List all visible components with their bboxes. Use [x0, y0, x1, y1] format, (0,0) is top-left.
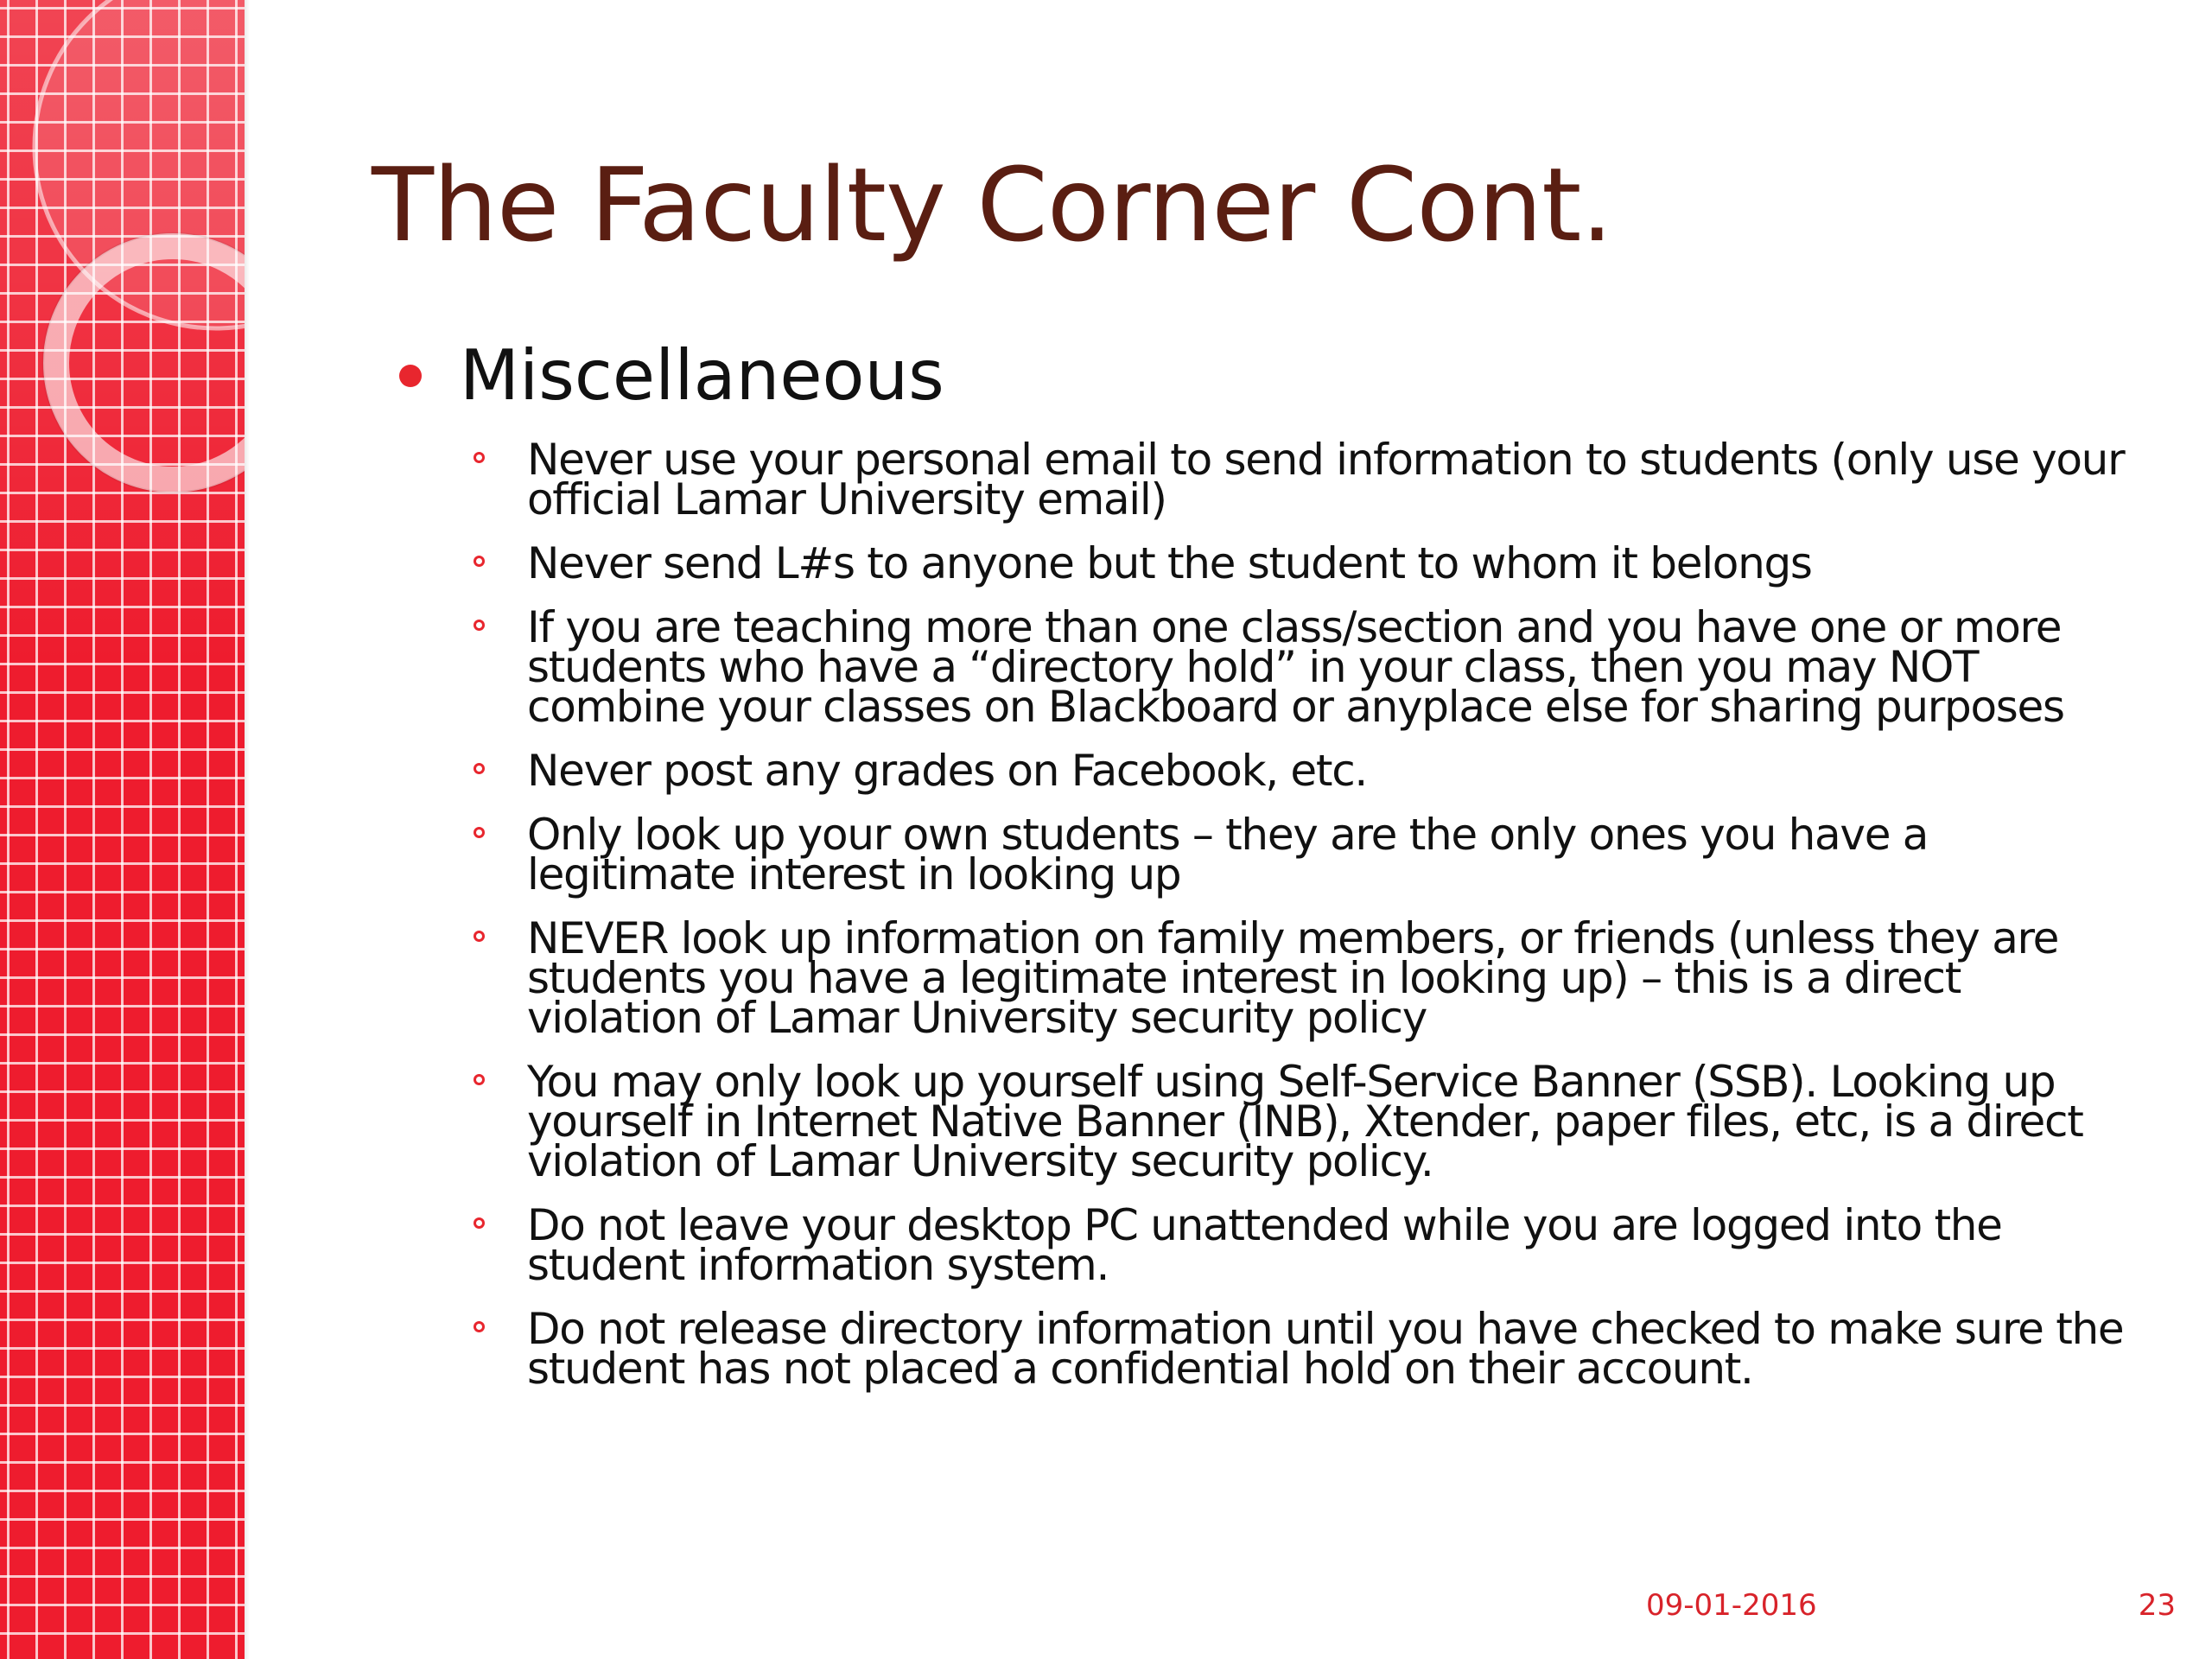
hollow-circle-bullet-icon	[474, 1217, 485, 1229]
sub-bullet-item	[527, 602, 2143, 732]
sub-bullet-item	[527, 810, 2143, 899]
decorative-grid-band	[0, 0, 245, 1659]
main-bullet	[380, 333, 2143, 419]
hollow-circle-bullet-icon	[474, 556, 485, 567]
decorative-circles	[0, 0, 245, 605]
hollow-circle-bullet-icon	[474, 763, 485, 774]
sub-bullet-text: Never use your personal email to send information to students (only use your official Lamar University email)	[527, 435, 2125, 524]
sub-bullet-text: Never send L#s to anyone but the student to whom it belongs	[527, 538, 1812, 588]
sub-bullet-text: If you are teaching more than one class/section and you have one or more students who have a “directory hold” in your class, then you may NOT combine your classes on Blackboard or anyplace else for sharing purposes	[527, 602, 2064, 732]
sub-bullet-list	[380, 435, 2143, 1394]
sub-bullet-item	[527, 435, 2143, 524]
filled-circle-bullet-icon	[399, 365, 422, 387]
hollow-circle-bullet-icon	[474, 452, 485, 463]
slide-title: The Faculty Corner Cont.	[372, 145, 1612, 264]
slide-content	[380, 333, 2143, 1413]
sub-bullet-item	[527, 1057, 2143, 1186]
footer-date: 09-01-2016	[1646, 1588, 1817, 1623]
hollow-circle-bullet-icon	[474, 827, 485, 838]
page-number: 23	[2138, 1588, 2176, 1623]
sub-bullet-item	[527, 746, 2143, 796]
main-bullet-text: Miscellaneous	[460, 335, 944, 416]
band-edge-shadow	[245, 0, 250, 1659]
sub-bullet-text: Do not leave your desktop PC unattended while you are logged into the student information system.	[527, 1200, 2002, 1290]
sub-bullet-text: NEVER look up information on family members, or friends (unless they are students you have a legitimate interest in looking up) – this is a direct violation of Lamar University security policy	[527, 913, 2059, 1043]
hollow-circle-bullet-icon	[474, 620, 485, 631]
hollow-circle-bullet-icon	[474, 1074, 485, 1085]
hollow-circle-bullet-icon	[474, 1321, 485, 1332]
sub-bullet-text: You may only look up yourself using Self-Service Banner (SSB). Looking up yourself in Internet Native Banner (INB), Xtender, paper files, etc, is a direct violation of Lamar University security policy.	[527, 1057, 2083, 1186]
sub-bullet-item	[527, 1304, 2143, 1394]
sub-bullet-item	[527, 1200, 2143, 1290]
sub-bullet-item	[527, 913, 2143, 1043]
sub-bullet-text: Never post any grades on Facebook, etc.	[527, 746, 1367, 796]
hollow-circle-bullet-icon	[474, 931, 485, 942]
sub-bullet-text: Do not release directory information until you have checked to make sure the student has not placed a confidential hold on their account.	[527, 1304, 2124, 1394]
sub-bullet-text: Only look up your own students – they are the only ones you have a legitimate interest in looking up	[527, 810, 1929, 899]
sub-bullet-item	[527, 538, 2143, 588]
